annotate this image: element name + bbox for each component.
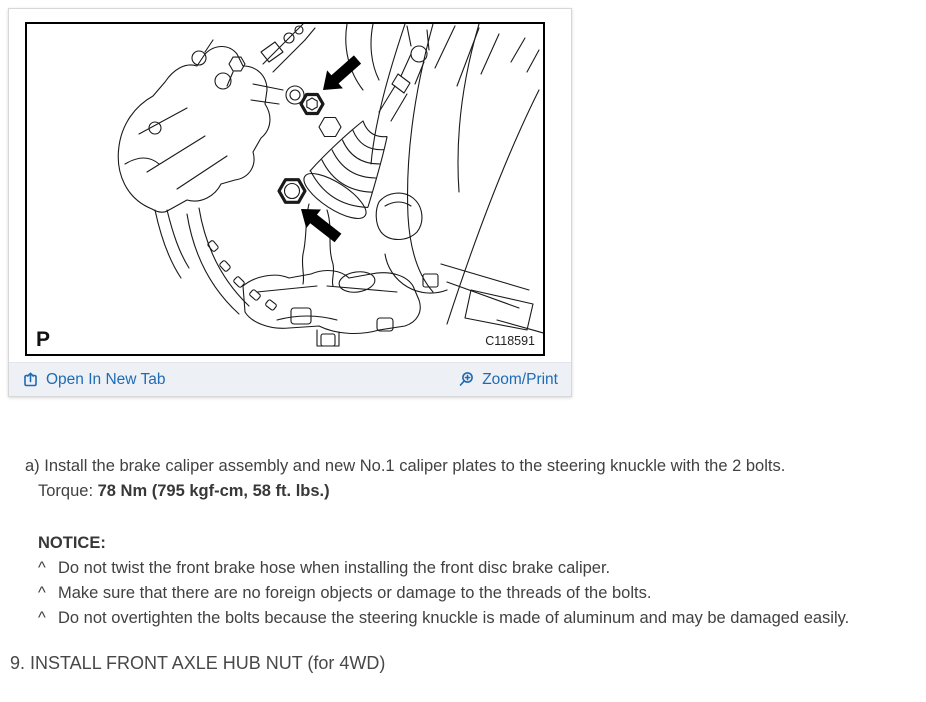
torque-line	[38, 482, 330, 501]
panel-letter: P	[36, 328, 51, 351]
brake-caliper-diagram	[27, 24, 543, 354]
open-in-new-tab-label: Open In New Tab	[46, 370, 166, 388]
open-in-new-tab-link[interactable]	[22, 371, 165, 389]
notice-item-2	[38, 584, 651, 603]
torque-value: 78 Nm (795 kgf-cm, 58 ft. lbs.)	[97, 482, 330, 500]
notice-item-3	[38, 609, 849, 628]
bullet-caret: ^	[38, 584, 46, 602]
figure-panel	[8, 8, 572, 397]
arrow-lower-bolt	[301, 209, 341, 242]
zoom-print-link[interactable]	[458, 371, 558, 389]
notice-heading: NOTICE:	[38, 534, 106, 552]
notice-item-1-text: Do not twist the front brake hose when installing the front disc brake caliper.	[58, 559, 611, 577]
bullet-caret: ^	[38, 559, 46, 577]
torque-label: Torque:	[38, 482, 98, 500]
zoom-magnifier-icon	[458, 371, 475, 388]
open-in-new-tab-icon	[22, 371, 39, 388]
notice-item-2-text: Make sure that there are no foreign objects or damage to the threads of the bolts.	[58, 584, 652, 602]
arrow-upper-bolt	[323, 55, 361, 90]
figure-code: C118591	[485, 334, 535, 348]
zoom-print-label: Zoom/Print	[482, 370, 558, 388]
figure-toolbar	[9, 362, 571, 396]
notice-item-1	[38, 559, 610, 578]
notice-item-3-text: Do not overtighten the bolts because the steering knuckle is made of aluminum and may be damaged easily.	[58, 609, 850, 627]
figure-frame	[25, 22, 545, 356]
bullet-caret: ^	[38, 609, 46, 627]
step-9-heading: 9. INSTALL FRONT AXLE HUB NUT (for 4WD)	[10, 653, 386, 673]
step-a-text: a) Install the brake caliper assembly and new No.1 caliper plates to the steering knuckle with the 2 bolts.	[25, 457, 786, 475]
